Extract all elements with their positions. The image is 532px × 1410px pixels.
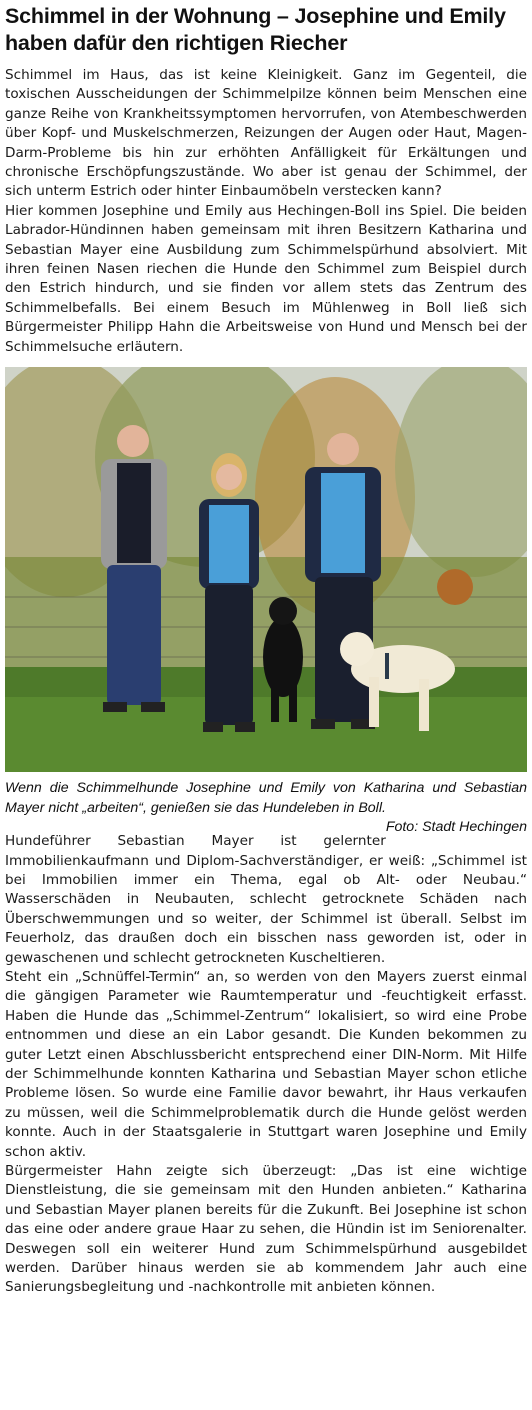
body-paragraph-3: Bürgermeister Hahn zeigte sich überzeugt: „Das ist eine wichtige Dienstleistung, die sie gemeinsam mit den Hunden anbieten.“ Katharina und Sebastian Mayer planen bereits für die Zukunft. Bei Josephine ist schon das eine oder andere graue Haar zu sehen, die Hündin ist im Seniorenalter. Deswegen soll ein weiterer Hund zum Schimmelspürhund ausgebildet werden. Darüber hinaus werden sie ab kommendem Jahr auch eine Sanierungsbegleitung und -nachkontrolle mit anbieten können. [5,1163,527,1296]
photo-caption [5,779,527,836]
caption-text: Wenn die Schimmelhunde Josephine und Emily von Katharina und Sebastian Mayer nicht „arbeiten“, genießen sie das Hundeleben in Boll. [5,780,527,816]
intro-paragraph-1: Schimmel im Haus, das ist keine Kleinigkeit. Ganz im Gegenteil, die toxischen Ausscheidungen der Schimmelpilze können beim Menschen eine ganze Reihe von Krankheitssymptomen hervorrufen, von Atembeschwerden über Kopf- und Muskelschmerzen, Reizungen der Augen oder Haut, Magen-Darm-Probleme bis hin zur erhöhten Anfälligkeit für Erkältungen und chronische Erschöpfungszustände. Wo aber ist genau der Schimmel, der sich unterm Estrich oder hinter Einbaumöbeln verstecken kann? [5,67,527,200]
intro-paragraph-2: Hier kommen Josephine und Emily aus Hechingen-Boll ins Spiel. Die beiden Labrador-Hündinnen haben gemeinsam mit ihren Besitzern Katharina und Sebastian Mayer eine Ausbildung zum Schimmelspürhund absolviert. Mit ihren feinen Nasen riechen die Hunde den Schimmel zum Beispiel durch den Estrich hindurch, und sie finden vor allem stets das Zentrum des Schimmelbefalls. Bei einem Besuch im Mühlenweg in Boll ließ sich Bürgermeister Philipp Hahn die Arbeitsweise von Hund und Mensch bei der Schimmelsuche erläutern. [5,202,527,355]
article-body [5,832,527,1298]
article [5,0,527,1298]
article-title: Schimmel in der Wohnung – Josephine und Emily haben dafür den richtigen Riecher [5,4,506,55]
body-paragraph-1: Hundeführer Sebastian Mayer ist gelernter Immobilienkaufmann und Diplom-Sachverständiger, er weiß: „Schimmel ist bei Immobilien immer ein Thema, egal ob Alt- oder Neubau.“ Wasserschäden in Neubauten, schlecht getrocknete Schäden nach Überschwemmungen und so weiter, der Schimmel ist überall. Selbst im Feuerholz, das draußen doch ein bisschen nass geworden ist, oder in gewaschenen und schlecht getrockneten Kuscheltieren. [5,833,527,966]
photo-illustration [5,367,527,772]
photo-credit: Foto: Stadt Hechingen [385,819,527,836]
body-paragraph-2: Steht ein „Schnüffel-Termin“ an, so werden von den Mayers zuerst einmal die gängigen Parameter wie Raumtemperatur und -feuchtigkeit erfasst. Haben die Hunde das „Schimmel-Zentrum“ lokalisiert, so wird eine Probe entnommen und diese an ein Labor gesandt. Die Kunden bekommen zu guter Letzt einen Abschlussbericht entsprechend einer DIN-Norm. Mit Hilfe der Schimmelhunde konnten Katharina und Sebastian Mayer schon etliche Probleme lösen. So wurde eine Familie davor bewahrt, ihr Haus verkaufen zu müssen, weil die Schimmelproblematik durch die Hunde gelöst werden konnte. Auch in der Staatsgalerie in Stuttgart waren Josephine und Emily schon aktiv. [5,968,527,1160]
article-photo [5,367,527,772]
person-left [101,425,167,712]
